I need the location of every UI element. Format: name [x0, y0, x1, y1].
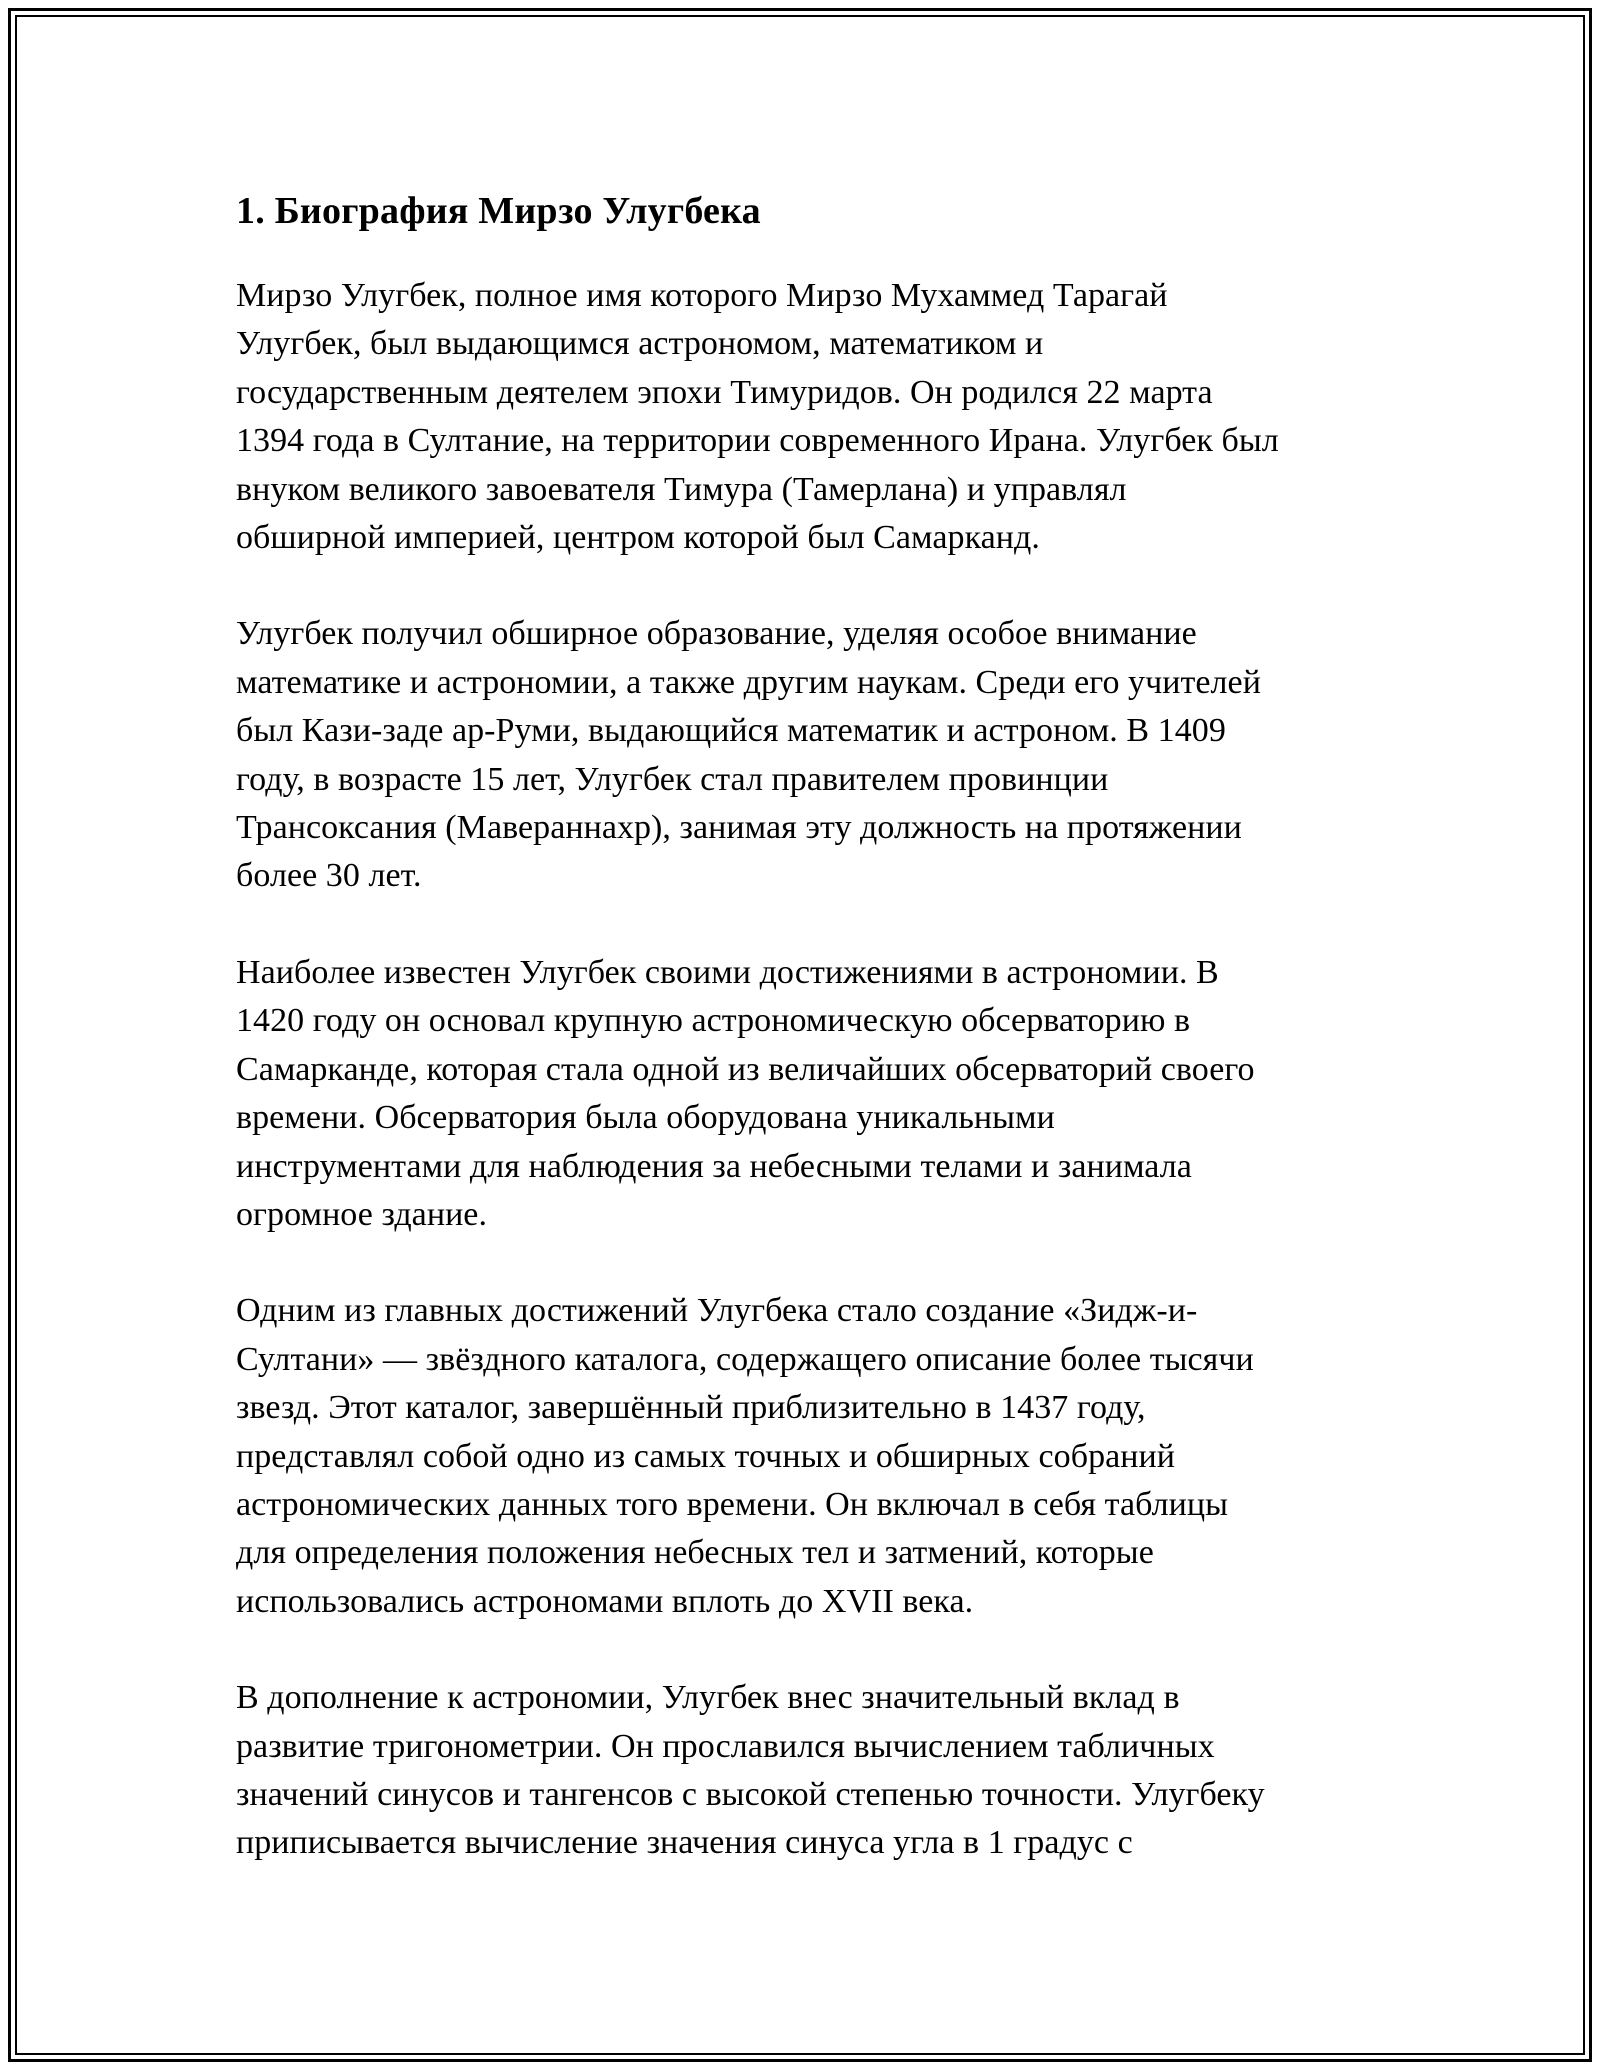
text-line: Трансоксания (Мавераннахр), занимая эту должность на протяжении — [236, 809, 1242, 847]
text-line: астрономических данных того времени. Он включал в себя таблицы — [236, 1485, 1229, 1523]
document-title: 1. Биография Мирзо Улугбека — [236, 190, 761, 232]
text-line: огромное здание. — [236, 1195, 488, 1233]
text-line: звезд. Этот каталог, завершённый приблизительно в 1437 году, — [236, 1389, 1146, 1427]
text-line: В дополнение к астрономии, Улугбек внес значительный вклад в — [236, 1679, 1180, 1717]
document-body — [236, 186, 1396, 1916]
text-line: году, в возрасте 15 лет, Улугбек стал правителем провинции — [236, 760, 1109, 798]
text-line: Улугбек, был выдающимся астрономом, математиком и — [236, 325, 1044, 363]
text-line: 1420 году он основал крупную астрономическую обсерваторию в — [236, 1002, 1191, 1040]
text-line: Одним из главных достижений Улугбека стало создание «Зидж-и- — [236, 1292, 1198, 1330]
text-line: Султани» — звёздного каталога, содержащего описание более тысячи — [236, 1340, 1254, 1378]
text-line: развитие тригонометрии. Он прославился вычислением табличных — [236, 1727, 1215, 1765]
text-line: представлял собой одно из самых точных и обширных собраний — [236, 1437, 1175, 1475]
text-line: государственным деятелем эпохи Тимуридов. Он родился 22 марта — [236, 373, 1213, 411]
paragraph-1 — [236, 272, 1396, 562]
text-line: более 30 лет. — [236, 857, 422, 895]
text-line: инструментами для наблюдения за небесными телами и занимала — [236, 1147, 1192, 1185]
text-line: математике и астрономии, а также другим наукам. Среди его учителей — [236, 663, 1261, 701]
text-line: значений синусов и тангенсов с высокой степенью точности. Улугбеку — [236, 1775, 1265, 1813]
text-line: 1394 года в Султание, на территории современного Ирана. Улугбек был — [236, 422, 1279, 460]
text-line: внуком великого завоевателя Тимура (Тамерлана) и управлял — [236, 470, 1127, 508]
text-line: Мирзо Улугбек, полное имя которого Мирзо Мухаммед Тарагай — [236, 277, 1168, 314]
paragraph-2 — [236, 610, 1396, 900]
text-line: использовались астрономами вплоть до XVII века. — [236, 1582, 974, 1620]
paragraph-4 — [236, 1287, 1396, 1626]
text-line: времени. Обсерватория была оборудована уникальными — [236, 1099, 1055, 1137]
text-line: для определения положения небесных тел и затмений, которые — [236, 1534, 1154, 1572]
text-line: Наиболее известен Улугбек своими достижениями в астрономии. В — [236, 953, 1219, 991]
text-line: обширной империей, центром которой был Самарканд. — [236, 519, 1040, 557]
text-line: Улугбек получил обширное образование, уделяя особое внимание — [236, 615, 1197, 653]
paragraph-5 — [236, 1674, 1396, 1868]
text-line: приписывается вычисление значения синуса угла в 1 градус с — [236, 1824, 1133, 1862]
text-line: Самарканде, которая стала одной из величайших обсерваторий своего — [236, 1050, 1255, 1088]
paragraph-3 — [236, 949, 1396, 1239]
text-line: был Кази-заде ар-Руми, выдающийся математик и астроном. В 1409 — [236, 712, 1226, 750]
